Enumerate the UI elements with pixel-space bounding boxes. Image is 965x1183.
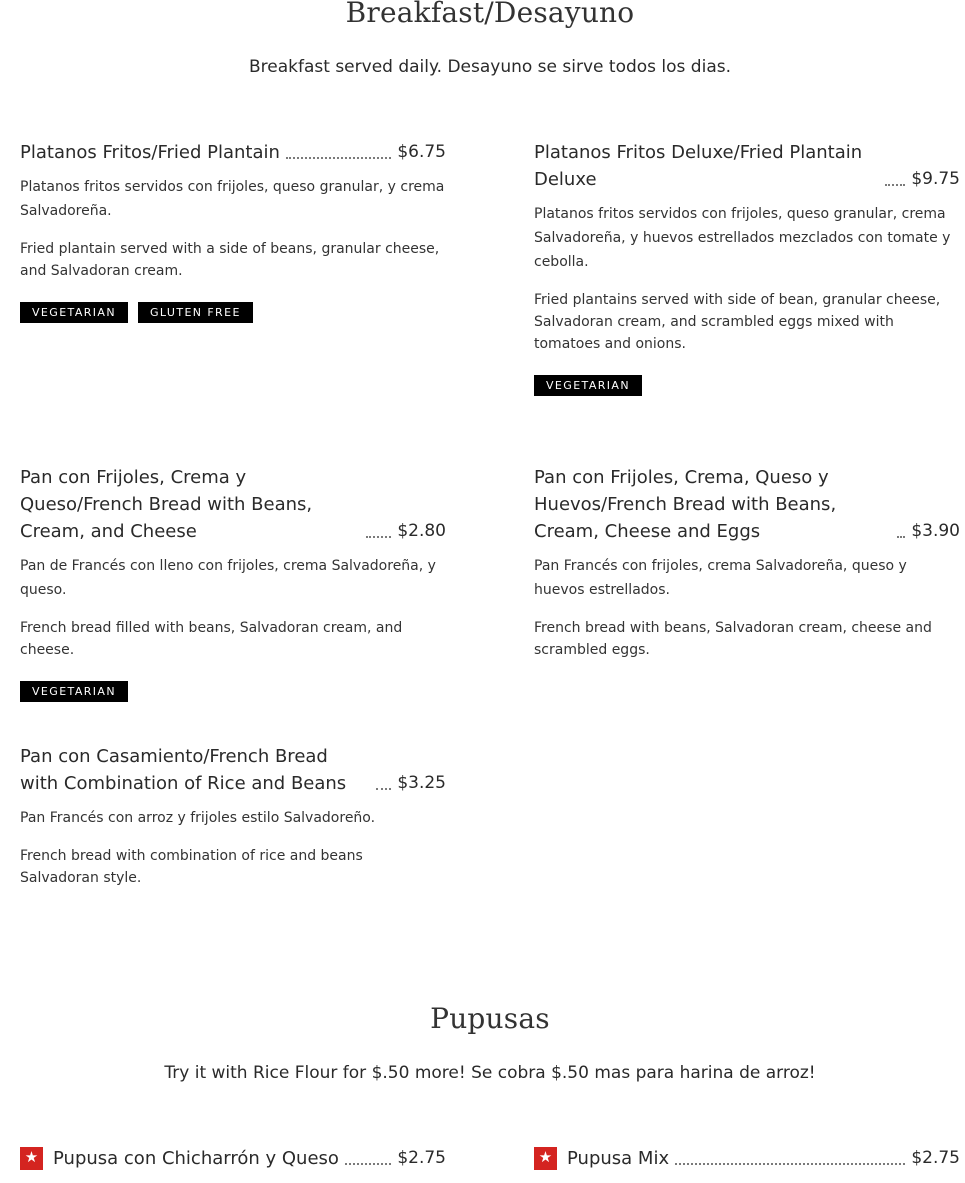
menu-item-price: $3.90 xyxy=(911,521,960,541)
menu-item-pupusa-mix xyxy=(534,1145,960,1172)
menu-item-description-en: Fried plantains served with side of bean, granular cheese, Salvadoran cream, and scrambled eggs mixed with tomatoes and onions. xyxy=(534,292,941,352)
vegetarian-badge: VEGETARIAN xyxy=(20,681,128,702)
menu-item-price: $2.75 xyxy=(397,1148,446,1168)
vegetarian-badge: VEGETARIAN xyxy=(20,302,128,323)
dot-leader xyxy=(675,1162,905,1165)
menu-item-name: Pan con Frijoles, Crema, Queso y Huevos/French Bread with Beans, Cream, Cheese and Eggs xyxy=(534,467,837,542)
menu-item-description-es: Pan Francés con frijoles, crema Salvadoreña, queso y huevos estrellados. xyxy=(534,558,907,598)
breakfast-section-subtitle: Breakfast served daily. Desayuno se sirve todos los dias. xyxy=(249,57,731,77)
menu-item-description-es: Pan Francés con arroz y frijoles estilo Salvadoreño. xyxy=(20,810,376,826)
star-icon: ★ xyxy=(20,1147,43,1170)
menu-item-price: $2.80 xyxy=(397,521,446,541)
menu-item-name: Pan con Casamiento/French Bread with Combination of Rice and Beans xyxy=(20,746,347,794)
menu-item-price: $3.25 xyxy=(397,773,446,793)
menu-item-fried-plantain-deluxe xyxy=(534,139,960,396)
pupusas-section-subtitle: Try it with Rice Flour for $.50 more! Se cobra $.50 mas para harina de arroz! xyxy=(164,1063,816,1083)
dot-leader xyxy=(885,183,905,186)
dot-leader xyxy=(366,535,391,538)
menu-item-name: Platanos Fritos/Fried Plantain xyxy=(20,142,280,163)
menu-item-price: $2.75 xyxy=(911,1148,960,1168)
menu-item-name: Pupusa con Chicharrón y Queso xyxy=(53,1148,339,1169)
menu-item-fried-plantain xyxy=(20,139,446,323)
menu-item-bread-beans-cream-cheese xyxy=(20,464,446,702)
menu-item-name: Pupusa Mix xyxy=(567,1148,670,1169)
menu-item-description-es: Pan de Francés con lleno con frijoles, crema Salvadoreña, y queso. xyxy=(20,558,436,598)
menu-item-description-en: French bread filled with beans, Salvadoran cream, and cheese. xyxy=(20,620,403,658)
pupusas-section-title: Pupusas xyxy=(430,1002,550,1035)
menu-item-pupusa-chicharron-queso xyxy=(20,1145,446,1172)
dot-leader xyxy=(897,535,905,538)
menu-item-description-en: French bread with combination of rice and beans Salvadoran style. xyxy=(20,848,363,886)
menu-item-name: Pan con Frijoles, Crema y Queso/French Bread with Beans, Cream, and Cheese xyxy=(20,467,313,542)
star-icon: ★ xyxy=(534,1147,557,1170)
dot-leader xyxy=(345,1162,391,1165)
menu-item-bread-beans-cream-cheese-eggs xyxy=(534,464,960,661)
menu-item-description-en: French bread with beans, Salvadoran cream, cheese and scrambled eggs. xyxy=(534,620,932,658)
menu-item-name: Platanos Fritos Deluxe/Fried Plantain Deluxe xyxy=(534,142,863,190)
menu-item-bread-casamiento xyxy=(20,743,446,889)
gluten-free-badge: GLUTEN FREE xyxy=(138,302,253,323)
menu-item-description-en: Fried plantain served with a side of beans, granular cheese, and Salvadoran cream. xyxy=(20,241,440,279)
dot-leader xyxy=(286,156,391,159)
vegetarian-badge: VEGETARIAN xyxy=(534,375,642,396)
menu-item-price: $9.75 xyxy=(911,169,960,189)
dot-leader xyxy=(376,787,391,790)
menu-item-description-es: Platanos fritos servidos con frijoles, queso granular, crema Salvadoreña, y huevos estrellados mezclados con tomate y cebolla. xyxy=(534,206,951,270)
menu-item-price: $6.75 xyxy=(397,142,446,162)
breakfast-section-title: Breakfast/Desayuno xyxy=(345,0,635,29)
menu-item-description-es: Platanos fritos servidos con frijoles, queso granular, y crema Salvadoreña. xyxy=(20,179,445,219)
